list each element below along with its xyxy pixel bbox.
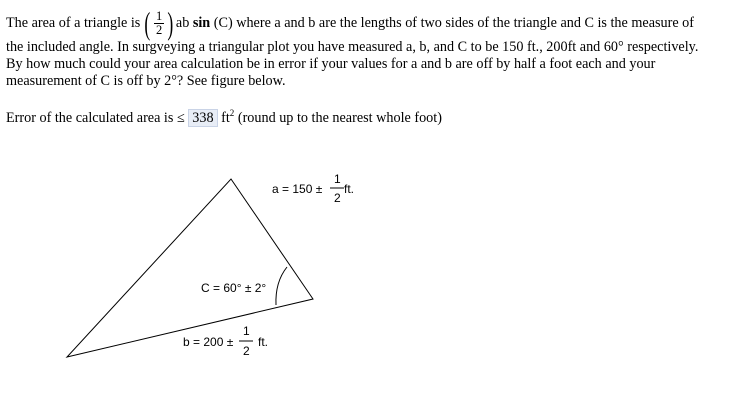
- problem-text-1: The area of a triangle is: [6, 14, 141, 31]
- side-a-denominator: 2: [334, 191, 341, 205]
- answer-suffix: (round up to the nearest whole foot): [234, 110, 442, 126]
- side-b-label: b = 200 ±: [183, 335, 234, 349]
- fraction-denominator: 2: [155, 22, 163, 37]
- angle-c-label: C = 60° ± 2°: [201, 281, 267, 295]
- answer-input[interactable]: 338: [188, 109, 217, 127]
- less-equal-symbol: ≤: [176, 110, 185, 126]
- angle-c-arc: [276, 267, 287, 305]
- side-a-label: a = 150 ±: [272, 182, 323, 196]
- problem-line-3: By how much could your area calculation be in error if your values for a and b are off by half a foot each and your: [6, 56, 656, 72]
- problem-sin: sin: [192, 14, 211, 31]
- side-a-unit: ft.: [344, 182, 355, 196]
- answer-unit-exponent: 2: [229, 108, 235, 118]
- problem-text-2: (C) where a and b are the lengths of two sides of the triangle and C is the measure of: [210, 14, 695, 31]
- problem-line-4: measurement of C is off by 2°? See figure below.: [6, 73, 286, 89]
- side-b-denominator: 2: [243, 344, 250, 358]
- right-paren: ): [167, 5, 174, 41]
- fraction-numerator: 1: [155, 8, 163, 23]
- side-a-numerator: 1: [334, 172, 341, 186]
- answer-unit: ft: [221, 110, 230, 126]
- side-b-numerator: 1: [243, 324, 250, 338]
- answer-prefix: Error of the calculated area is: [6, 110, 177, 126]
- problem-ab: ab: [175, 14, 190, 31]
- triangle-shape: [67, 179, 313, 357]
- side-b-unit: ft.: [258, 335, 269, 349]
- left-paren: (: [144, 5, 151, 41]
- problem-line-2: the included angle. In surgveying a triangular plot you have measured a, b, and C to be 150 ft., 200ft and 60° respectively.: [6, 39, 699, 55]
